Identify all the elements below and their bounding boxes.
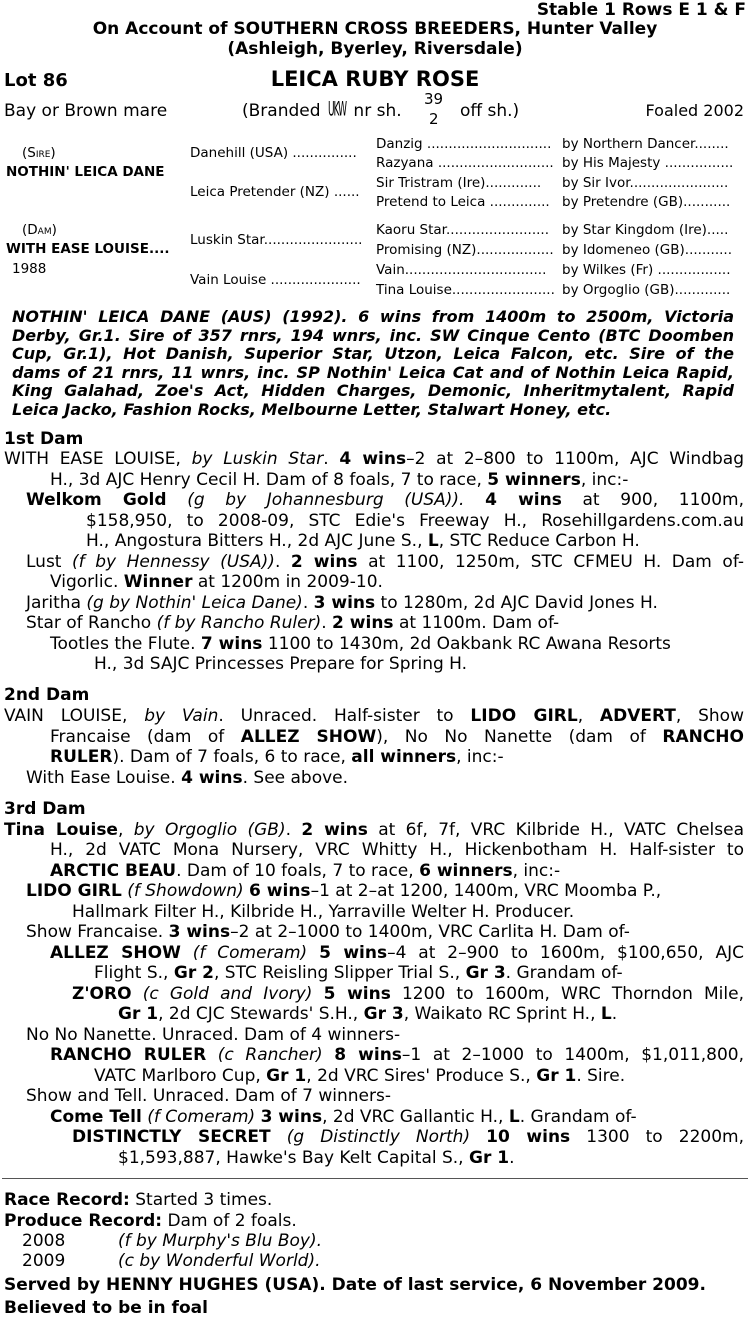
text: , 2d VRC Sires' Produce S., [306,1066,537,1086]
sire-summary-line: Cup, Gr.1), Hot Danish, Superior Star, Utzon, Leica Falcon, etc. Sire of the [12,344,734,364]
text: –2 at 2–1000 to 1400m, VRC Carlita H. Dam of- [230,922,630,942]
text: . Sire. [576,1066,626,1086]
text: ADVERT [599,706,676,726]
third-dam-heading: 3rd Dam [4,799,86,819]
text: , [577,706,600,726]
third-dam-line [26,922,630,942]
text: Gr 1 [469,1148,510,1168]
text: $1,593,887, Hawke's Bay Kelt Capital S., [118,1148,469,1168]
produce-desc: (c by Wonderful World). [118,1251,321,1271]
pedigree-g4: by Orgoglio (GB)............. [562,282,731,298]
pedigree-g3: Razyana ........................... [376,155,554,171]
first-dam-line [26,552,744,572]
pedigree-g3: Danzig ............................. [376,136,552,152]
text: 10 wins [486,1127,571,1147]
text: . [321,613,333,633]
text: by Luskin Star [191,449,324,469]
text: at 1100, 1250m, STC CFMEU H. Dam of- [357,552,745,572]
text: (f Comeram) [180,943,320,963]
pedigree-g3: Vain................................. [376,262,547,278]
text: 6 wins [249,881,311,901]
text: Welkom Gold [26,490,167,510]
text: 1300 to 2200m, [570,1127,744,1147]
text: at 1200m in 2009-10. [192,572,383,592]
third-dam-line [94,963,623,983]
first-dam-line: H., 3d SAJC Princesses Prepare for Spring H. [94,654,468,674]
second-dam-heading: 2nd Dam [4,685,90,705]
sire-summary-line: dams of 21 rnrs, 11 wnrs, inc. SP Nothin' Leica Cat and of Nothin Leica Rapid, [12,362,734,382]
first-dam-heading: 1st Dam [4,429,84,449]
text: at 1100m. Dam of- [393,613,560,633]
sire-name: NOTHIN' LEICA DANE [6,164,165,180]
text: 6 winners [419,861,513,881]
sire-summary-line: King Galahad, Zoe's Act, Hidden Charges, Demonic, Inheritmytalent, Rapid [12,381,734,401]
text: 7 wins [200,634,263,654]
text: L [508,1107,520,1127]
text: L [427,531,439,551]
text: 4 wins [485,490,562,510]
text: LIDO GIRL [470,706,578,726]
dam-label: (Dam) [22,222,57,238]
third-dam-line [50,1045,744,1065]
text: by Orgoglio (GB) [133,820,286,840]
sire-summary [12,308,734,420]
first-dam-line [86,531,640,551]
text: , 2d VRC Gallantic H., [322,1107,509,1127]
pedigree-g3: Tina Louise........................ [376,282,555,298]
text: Come Tell [50,1107,142,1127]
third-dam-line: No No Nanette. Unraced. Dam of 4 winners- [26,1025,401,1045]
pedigree-g3: Pretend to Leica .............. [376,194,550,210]
text: . [323,449,340,469]
text: Z'ORO [72,984,132,1004]
text: , STC Reduce Carbon H. [438,531,640,551]
text: . [611,1004,618,1024]
text: (f by Hennessy (USA)) [72,552,275,572]
dam-name: WITH EASE LOUISE.... [6,241,170,257]
text: 1200 to 1600m, WRC Thorndon Mile, [390,984,744,1004]
third-dam-line [72,984,744,1004]
text: (f by Rancho Ruler) [156,613,322,633]
foaled-year: Foaled 2002 [645,101,744,120]
text: ARCTIC BEAU [50,861,177,881]
third-dam-line: Hallmark Filter H., Kilbride H., Yarraville Welter H. Producer. [72,902,575,922]
text: 5 wins [319,943,388,963]
sire-summary-line: Derby, Gr.1. Sire of 357 rnrs, 194 wnrs, inc. SW Cinque Cento (BTC Doomben [12,325,734,345]
text: (g Distinctly North) [270,1127,487,1147]
text: . [509,1148,515,1168]
text: DISTINCTLY SECRET [72,1127,271,1147]
pedigree-g4: by Pretendre (GB)........... [562,194,731,210]
text: 2 wins [301,820,368,840]
text: . Grandam of- [519,1107,637,1127]
third-dam-line [118,1004,617,1024]
horse-description: Bay or Brown mare [4,101,168,121]
text: Tina Louise [4,820,118,840]
foal-status: Believed to be in foal [4,1298,208,1318]
text: Francaise (dam of [50,727,241,747]
text: Winner [123,572,193,592]
text: 8 wins [334,1045,402,1065]
text: (g by Nothin' Leica Dane) [86,593,303,613]
text: to 1280m, 2d AJC David Jones H. [375,593,658,613]
text: LIDO GIRL [26,881,122,901]
pedigree-g4: by Star Kingdom (Ire)..... [562,222,729,238]
brand-mark: UKW [327,100,347,122]
text: (c Gold and Ivory) [131,984,324,1004]
brand-top-number: 39 [424,90,444,108]
consignor-properties: (Ashleigh, Byerley, Riversdale) [227,39,523,59]
text: (f Showdown) [121,881,250,901]
text: at 900, 1100m, [561,490,744,510]
horse-name: LEICA RUBY ROSE [270,67,480,91]
pedigree-g3: Promising (NZ).................. [376,242,554,258]
text: H., 2d VATC Mona Nursery, VRC Whitty H., Hickenbotham H. Half-sister to [50,840,744,860]
text: H., Angostura Bitters H., 2d AJC June S., [86,531,428,551]
text: ), No No Nanette (dam of [376,727,663,747]
second-dam-line [50,747,504,767]
text: VAIN LOUISE, [4,706,145,726]
produce-year: 2009 [22,1251,66,1271]
text: ALLEZ SHOW [50,943,181,963]
third-dam-line [94,1066,625,1086]
text: ALLEZ SHOW [240,727,377,747]
third-dam-line [50,861,560,881]
first-dam-line [26,490,744,510]
produce-record-label: Produce Record: [4,1211,163,1231]
sire-summary-line: NOTHIN' LEICA DANE (AUS) (1992). 6 wins from 1400m to 2500m, Victoria [12,307,734,326]
third-dam-line [50,943,744,963]
text: . Dam of 10 foals, 7 to race, [176,861,420,881]
text: ). Dam of 7 foals, 6 to race, [112,747,352,767]
text: , Waikato RC Sprint H., [403,1004,601,1024]
text: VATC Marlboro Cup, [94,1066,267,1086]
produce-desc: (f by Murphy's Blu Boy). [118,1231,322,1251]
pedigree-g3: Sir Tristram (Ire)............. [376,175,542,191]
text: (f Comeram) [141,1107,261,1127]
pedigree-g3: Kaoru Star........................ [376,222,549,238]
text: all winners [351,747,457,767]
brand-off-sh: off sh.) [460,101,520,121]
produce-record [4,1211,297,1231]
text: , inc:- [580,470,629,490]
pedigree-g2: Luskin Star....................... [190,232,363,248]
race-record [4,1190,272,1210]
third-dam-line [4,820,744,840]
third-dam-line [26,881,661,901]
consignor-line: On Account of SOUTHERN CROSS BREEDERS, Hunter Valley [92,19,658,39]
text: Gr 1 [536,1066,577,1086]
third-dam-line [50,1107,637,1127]
text: , inc:- [456,747,504,767]
first-dam-line [50,572,383,592]
text: L [600,1004,612,1024]
text: (c Rancher) [206,1045,335,1065]
first-dam-line [4,449,744,469]
text: , STC Reisling Slipper Trial S., [213,963,466,983]
text: H., 3d AJC Henry Cecil H. Dam of 8 foals, 7 to race, [50,470,488,490]
pedigree-g2: Vain Louise ..................... [190,272,361,288]
third-dam-line [72,1127,744,1147]
text: 1100 to 1430m, 2d Oakbank RC Awana Resorts [262,634,671,654]
first-dam-line [26,613,559,633]
text: , Show [675,706,744,726]
text: . [302,593,314,613]
text: 3 wins [313,593,376,613]
section-divider [2,1178,748,1179]
pedigree-g2: Leica Pretender (NZ) ...... [190,184,360,200]
text: Flight S., [94,963,174,983]
text: 3 wins [260,1107,323,1127]
pedigree-g4: by Idomeneo (GB)........... [562,242,732,258]
produce-record-text: Dam of 2 foals. [162,1211,297,1231]
text: , [117,820,134,840]
sire-label: (Sire) [22,145,56,161]
text: Jaritha [26,593,87,613]
pedigree-g4: by Sir Ivor....................... [562,175,729,191]
text: Tootles the Flute. [50,634,201,654]
text: –2 at 2–800 to 1100m, AJC Windbag [406,449,744,469]
text: . [274,552,291,572]
text: Gr 1 [266,1066,307,1086]
text: . Grandam of- [505,963,623,983]
text: Lust [26,552,73,572]
lot-number: Lot 86 [4,70,68,91]
text: Vigorlic. [50,572,124,592]
text: (g by Johannesburg (USA)). [166,490,486,510]
race-record-text: Started 3 times. [129,1190,273,1210]
pedigree-g4: by Wilkes (Fr) ................. [562,262,731,278]
text: 4 wins [181,768,243,788]
text: 2 wins [290,552,358,572]
text: RANCHO RULER [50,1045,207,1065]
second-dam-line [50,727,744,747]
first-dam-line [26,593,658,613]
text: –1 at 2–1000 to 1400m, $1,011,800, [401,1045,744,1065]
third-dam-line: Show and Tell. Unraced. Dam of 7 winners- [26,1086,391,1106]
text: WITH EASE LOUISE, [4,449,192,469]
text: , 2d CJC Stewards' S.H., [158,1004,364,1024]
second-dam-line [26,768,348,788]
text: Gr 2 [173,963,214,983]
text: 5 wins [323,984,391,1004]
text: Star of Rancho [26,613,157,633]
branded-label: (Branded [242,101,321,121]
text: , inc:- [512,861,561,881]
brand-info [242,101,402,121]
pedigree-g4: by Northern Dancer........ [562,136,729,152]
race-record-label: Race Record: [4,1190,130,1210]
first-dam-line [50,634,671,654]
text: Gr 3 [363,1004,404,1024]
sire-summary-line: Leica Jacko, Fashion Rocks, Melbourne Letter, Stalwart Honey, etc. [12,399,612,419]
first-dam-line [86,511,744,531]
text: $158,950, to 2008-09, STC Edie's Freeway H., Rosehillgardens.com.au [86,511,744,531]
text: by Vain [144,706,219,726]
text: 5 winners [487,470,581,490]
text: –4 at 2–900 to 1600m, $100,650, AJC [387,943,744,963]
text: 3 wins [168,922,231,942]
text: RULER [50,747,113,767]
text: Gr 3 [465,963,506,983]
text: RANCHO [662,727,744,747]
text: at 6f, 7f, VRC Kilbride H., VATC Chelsea [367,820,744,840]
dam-year: 1988 [12,261,47,277]
first-dam-line [50,470,628,490]
pedigree-g2: Danehill (USA) ............... [190,145,357,161]
second-dam-line [4,706,744,726]
third-dam-line [118,1148,515,1168]
produce-year: 2008 [22,1231,66,1251]
brand-bottom-number: 2 [429,110,439,128]
service-info: Served by HENNY HUGHES (USA). Date of last service, 6 November 2009. [4,1275,706,1295]
stable-location: Stable 1 Rows E 1 & F [536,0,746,20]
text: 2 wins [332,613,394,633]
text: . [285,820,302,840]
text: Gr 1 [118,1004,159,1024]
text: . Unraced. Half-sister to [218,706,471,726]
third-dam-line [50,840,744,860]
text: . See above. [242,768,349,788]
text: Show Francaise. [26,922,169,942]
text: 4 wins [339,449,407,469]
text: –1 at 2–at 1200, 1400m, VRC Moomba P., [310,881,662,901]
pedigree-g4: by His Majesty ................ [562,155,734,171]
text: With Ease Louise. [26,768,182,788]
brand-nr-sh: nr sh. [353,101,402,121]
